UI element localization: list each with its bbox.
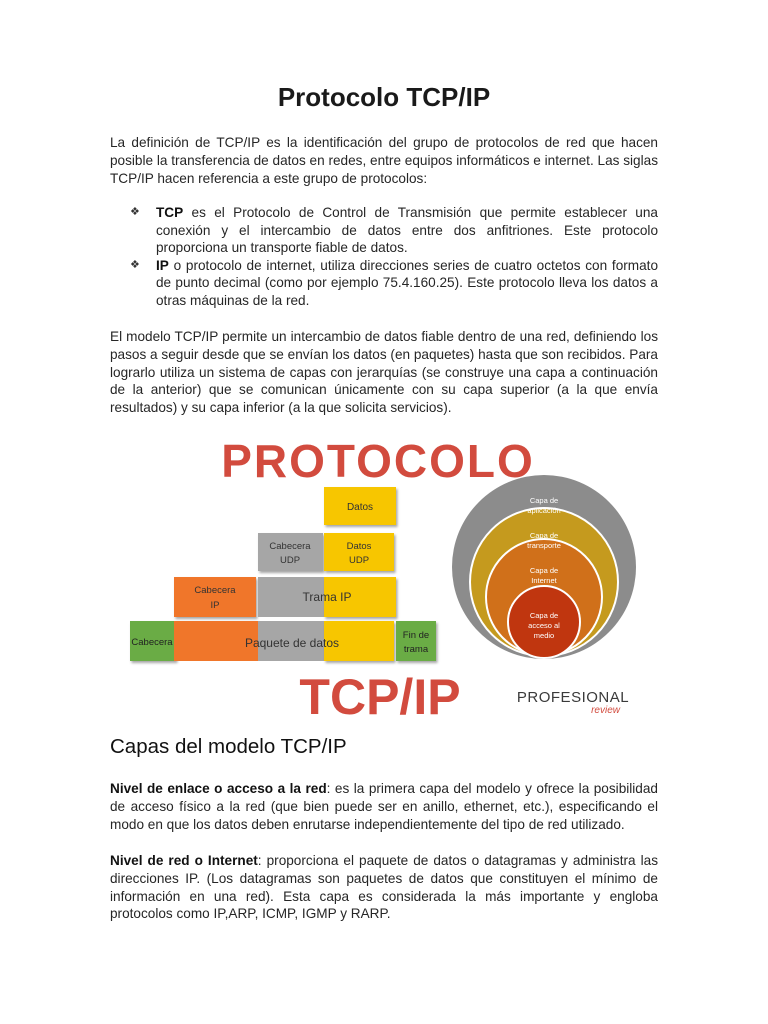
- fin-trama-block: [396, 621, 436, 661]
- internet-label-1: Capa de: [529, 566, 559, 575]
- tcp-ip-heading: TCP/IP: [299, 669, 461, 720]
- bullet-term: TCP: [156, 205, 184, 220]
- transporte-label-2: transporte: [527, 541, 561, 550]
- cabecera-ip-block: [174, 577, 256, 617]
- acceso-label-2: acceso al: [528, 621, 560, 630]
- layer-term: Nivel de red o Internet: [110, 853, 258, 868]
- model-paragraph: El modelo TCP/IP permite un intercambio de datos fiable dentro de una red, definiendo los pasos a seguir desde que se envían los datos (en paquetes) hasta que son recibidos. Para lograrlo utiliza un sistema de capas con jerarquías (se construye una capa a continuación de la anterior) que se comunican únicamente con su capa superior (a la que envía resultados) y su capa inferior (a la que solicita servicios).: [110, 329, 658, 416]
- trama-ip-label: Trama IP: [302, 590, 352, 604]
- datos-label: Datos: [346, 502, 374, 513]
- acceso-label-1: Capa de: [529, 611, 559, 620]
- figure-svg: [128, 432, 640, 720]
- list-item: [130, 257, 658, 310]
- profesional-logo: PROFESIONAL: [516, 689, 630, 706]
- protocolo-heading: PROTOCOLO: [221, 435, 535, 487]
- layer-term: Nivel de enlace o acceso a la red: [110, 781, 327, 796]
- section-title: Capas del modelo TCP/IP: [110, 735, 347, 758]
- diamond-bullet-icon: ❖: [130, 206, 140, 218]
- fin-trama-label-1: Fin de: [402, 630, 430, 641]
- aplicacion-label-1: Capa de: [529, 496, 559, 505]
- transporte-label-1: Capa de: [529, 531, 559, 540]
- bullet-text: es el Protocolo de Control de Transmisión que permite establecer una conexión y el intercambio de datos entre dos anfitriones. Este protocolo proporciona un transporte fiable de datos.: [156, 205, 658, 256]
- intro-paragraph: La definición de TCP/IP es la identificación del grupo de protocolos de red que hacen posible la transferencia de datos en redes, entre equipos informáticos e internet. Las siglas TCP/IP hacen referencia a este grupo de protocolos:: [110, 135, 658, 186]
- datos-udp-label-1: Datos: [346, 541, 372, 552]
- datos-udp-label-2: UDP: [348, 555, 370, 566]
- protocol-list: [130, 204, 658, 310]
- layer-text: : proporciona el paquete de datos o datagramas y administra las direcciones IP. (Los datagramas son paquetes de datos que constituyen el mínimo de información en una red). Esta capa es considerada la más importante y engloba protocolos como IP,ARP, ICMP, IGMP y RARP.: [110, 853, 658, 922]
- layer-paragraph: [110, 780, 658, 833]
- review-logo: review: [591, 705, 620, 716]
- internet-label-2: Internet: [531, 576, 557, 585]
- list-item: [130, 204, 658, 257]
- cabecera-ip-label-1: Cabecera: [194, 585, 236, 596]
- diamond-bullet-icon: ❖: [130, 258, 140, 271]
- page-title: Protocolo TCP/IP: [277, 82, 491, 112]
- paquete-label: Paquete de datos: [244, 636, 340, 650]
- bullet-text: o protocolo de internet, utiliza direcciones series de cuatro octetos con formato de punto decimal (como por ejemplo 75.4.160.25). Este protocolo lleva los datos a otras máquinas de la red.: [156, 257, 658, 308]
- cabecera-trama-label: Cabecera: [131, 637, 173, 648]
- fin-trama-label-2: trama: [403, 644, 429, 655]
- cabecera-ip-label-2: IP: [210, 600, 220, 611]
- cabecera-udp-label-1: Cabecera: [269, 541, 311, 552]
- acceso-label-3: medio: [533, 631, 555, 640]
- layer-text: : es la primera capa del modelo y ofrece la posibilidad de acceso físico a la red (que bien puede ser en anillo, ethernet, etc.), especificando el modo en que los datos deben enrutarse independientemente del tipo de red utilizado.: [110, 781, 658, 832]
- layer-paragraph: [110, 852, 658, 923]
- cabecera-udp-label-2: UDP: [279, 555, 301, 566]
- bullet-term: IP: [156, 257, 169, 273]
- tcp-ip-figure: [128, 432, 640, 720]
- aplicacion-label-2: aplicación: [527, 506, 561, 515]
